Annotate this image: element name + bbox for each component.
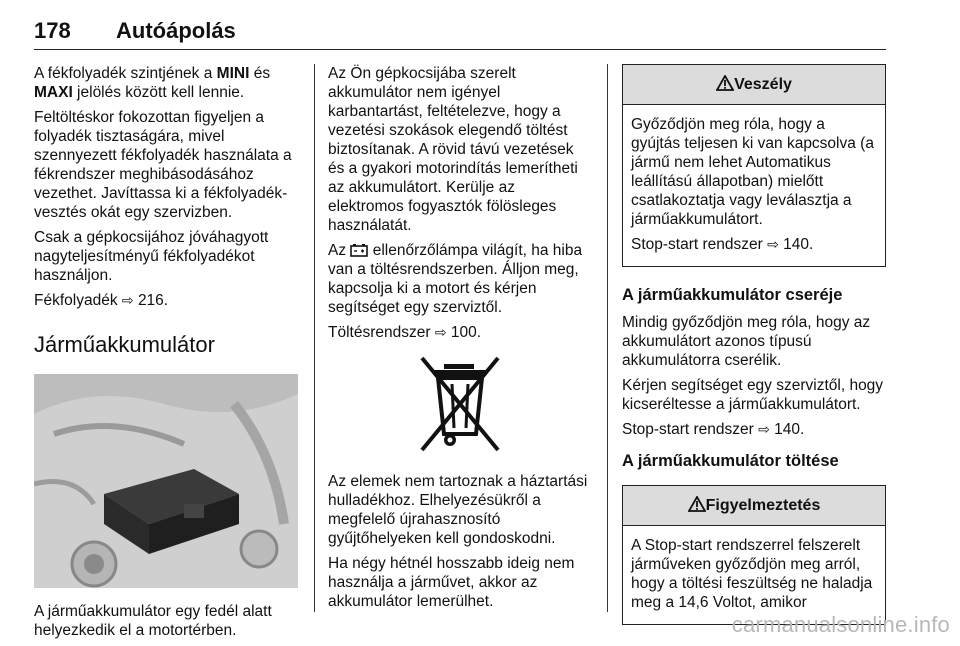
section-title: Autóápolás [116, 18, 236, 43]
page-ref-arrow-icon: ⇨ [758, 421, 770, 437]
warning-text: A Stop-start rendszerrel felszerelt járműveken győződjön meg arról, hogy a töltési feszültség ne haladja meg a 14,6 Voltot, amikor [631, 537, 873, 611]
warning-triangle-icon [688, 496, 706, 512]
replacement-stop-start-reference[interactable]: Stop-start rendszer ⇨ 140. [622, 421, 805, 438]
crossed-bin-recycling-icon [414, 354, 506, 458]
page-ref-arrow-icon: ⇨ [767, 236, 779, 252]
battery-location-caption: A járműakkumulátor egy fedél alatt helyezkedik el a motortérben. [34, 603, 272, 639]
charging-lamp-paragraph: Az ellenőrzőlámpa világít, ha hiba van a töltésrendszerben. Álljon meg, kapcsolja ki a motort és kérjen segítséget egy szerviztől. [328, 242, 583, 316]
mini-label: MINI [216, 65, 250, 82]
warning-title: Figyelmeztetés [705, 497, 821, 514]
brake-fluid-reference[interactable]: Fékfolyadék ⇨ 216. [34, 292, 169, 309]
page-ref-arrow-icon: ⇨ [434, 324, 447, 340]
disposal-paragraph: Az elemek nem tartoznak a háztartási hulladékhoz. Elhelyezésükről a megfelelő újrahasznosító gyűjtőhelyeken kell gondoskodni. [328, 473, 588, 547]
header-divider [34, 49, 886, 50]
battery-replacement-heading: A járműakkumulátor cseréje [622, 286, 843, 304]
battery-charging-heading: A járműakkumulátor töltése [622, 452, 839, 470]
warning-triangle-icon [716, 75, 734, 91]
warning-box-body [623, 526, 885, 624]
battery-warning-lamp-icon [350, 243, 368, 257]
danger-box [622, 64, 886, 267]
column-divider-2 [607, 64, 608, 612]
page-ref-arrow-icon: ⇨ [121, 292, 134, 308]
discharge-paragraph: Ha négy hétnél hosszabb ideig nem használja a járművet, akkor az akkumulátor lemerülhet. [328, 555, 575, 610]
danger-box-header [623, 65, 885, 105]
column-divider-1 [314, 64, 315, 612]
danger-box-body [623, 105, 885, 266]
warning-box [622, 485, 886, 625]
maxi-label: MAXI [34, 84, 73, 101]
replacement-same-type-paragraph: Mindig győződjön meg róla, hogy az akkumulátort azonos típusú akkumulátorra cserélik. [622, 314, 871, 369]
replacement-workshop-paragraph: Kérjen segítséget egy szerviztől, hogy kicseréltesse a járműakkumulátort. [622, 377, 884, 413]
danger-title: Veszély [734, 76, 792, 93]
brake-fluid-approved-paragraph: Csak a gépkocsijához jóváhagyott nagyteljesítményű fékfolyadékot használjon. [34, 229, 269, 284]
battery-heading: Járműakkumulátor [34, 332, 215, 357]
danger-text: Győződjön meg róla, hogy a gyújtás teljesen ki van kapcsolva (a jármű nem lehet Automatikus leállítású állapotban) mielőtt csatlakoztatja vagy leválasztja a járműakkumulátort. [631, 116, 874, 228]
warning-box-header [623, 486, 885, 526]
danger-stop-start-reference[interactable]: Stop-start rendszer ⇨ 140. [631, 236, 814, 253]
page-number: 178 [34, 18, 71, 43]
maintenance-free-paragraph: Az Ön gépkocsijába szerelt akkumulátor nem igényel karbantartást, feltételezve, hogy a vezetési szokások elegendő töltést biztosítanak. A rövid távú vezetések és a gyakori motorindítás lemerítheti az akkumulátort. Kerülje az elektromos fogyasztók fölösleges használatát. [328, 65, 578, 234]
engine-bay-battery-photo [34, 374, 298, 588]
brake-fluid-level-paragraph: A fékfolyadék szintjének a MINI és MAXI jelölés között kell lennie. [34, 65, 271, 101]
column-right [622, 64, 886, 635]
column-middle [328, 64, 592, 617]
watermark: carmanualsonline.info [731, 612, 950, 637]
charging-system-reference[interactable]: Töltésrendszer ⇨ 100. [328, 324, 482, 341]
brake-fluid-cleanliness-paragraph: Feltöltéskor fokozottan figyeljen a folyadék tisztaságára, mivel szennyezett fékfolyadék használata a fékrendszer meghibásodásához vezethet. Javíttassa ki a fékfolyadék-vesztés okát egy szervizben. [34, 109, 292, 221]
page-header [34, 18, 886, 52]
column-left [34, 64, 302, 646]
